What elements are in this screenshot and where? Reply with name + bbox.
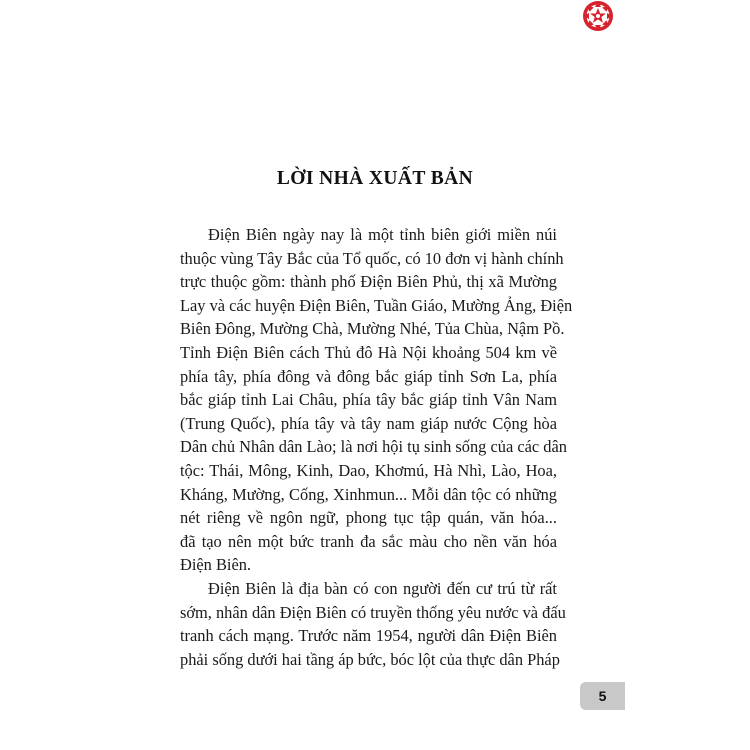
page-number-tab	[580, 682, 625, 710]
page-number: 5	[598, 688, 607, 704]
text-line: trực thuộc gồm: thành phố Điện Biên Phủ, thị xã Mường	[180, 272, 557, 292]
page-title: LỜI NHÀ XUẤT BẢN	[276, 168, 474, 189]
text-line: Dân chủ Nhân dân Lào; là nơi hội tụ sinh sống của các dân	[180, 437, 567, 457]
paragraph-2	[180, 577, 566, 671]
text-line: bắc giáp tỉnh Lai Châu, phía tây bắc giáp tỉnh Vân Nam	[180, 390, 557, 410]
text-line: Điện Biên ngày nay là một tỉnh biên giới miền núi	[208, 225, 557, 244]
text-line: phía tây, phía đông và đông bắc giáp tỉnh Sơn La, phía	[180, 366, 557, 386]
text-line: đã tạo nên một bức tranh đa sắc màu cho nền văn hóa	[180, 531, 557, 551]
text-line: thuộc vùng Tây Bắc của Tổ quốc, có 10 đơn vị hành chính	[180, 248, 564, 268]
publisher-logo	[574, 0, 622, 34]
publisher-star-logo-icon	[574, 0, 622, 34]
text-line: Biên Đông, Mường Chà, Mường Nhé, Tủa Chùa, Nậm Pồ.	[180, 319, 565, 339]
text-line: phải sống dưới hai tầng áp bức, bóc lột của thực dân Pháp	[180, 649, 560, 669]
text-line: Điện Biên.	[180, 555, 252, 575]
text-line: tranh cách mạng. Trước năm 1954, người dân Điện Biên	[180, 626, 557, 646]
text-line: Kháng, Mường, Cống, Xinhmun... Mỗi dân tộc có những	[180, 484, 557, 504]
body-text	[180, 223, 573, 671]
text-line: Lay và các huyện Điện Biên, Tuần Giáo, Mường Ảng, Điện	[180, 295, 573, 315]
text-line: Điện Biên là địa bàn có con người đến cư trú từ rất	[208, 578, 557, 598]
text-line: Tỉnh Điện Biên cách Thủ đô Hà Nội khoảng 504 km về	[180, 342, 557, 362]
text-line: tộc: Thái, Mông, Kinh, Dao, Khơmú, Hà Nhì, Lào, Hoa,	[180, 460, 557, 480]
text-line: (Trung Quốc), phía tây và tây nam giáp nước Cộng hòa	[180, 413, 557, 433]
text-line: sớm, nhân dân Điện Biên có truyền thống yêu nước và đấu	[180, 602, 566, 622]
text-line: nét riêng về ngôn ngữ, phong tục tập quán, văn hóa...	[180, 508, 557, 528]
paragraph-1	[180, 223, 573, 577]
